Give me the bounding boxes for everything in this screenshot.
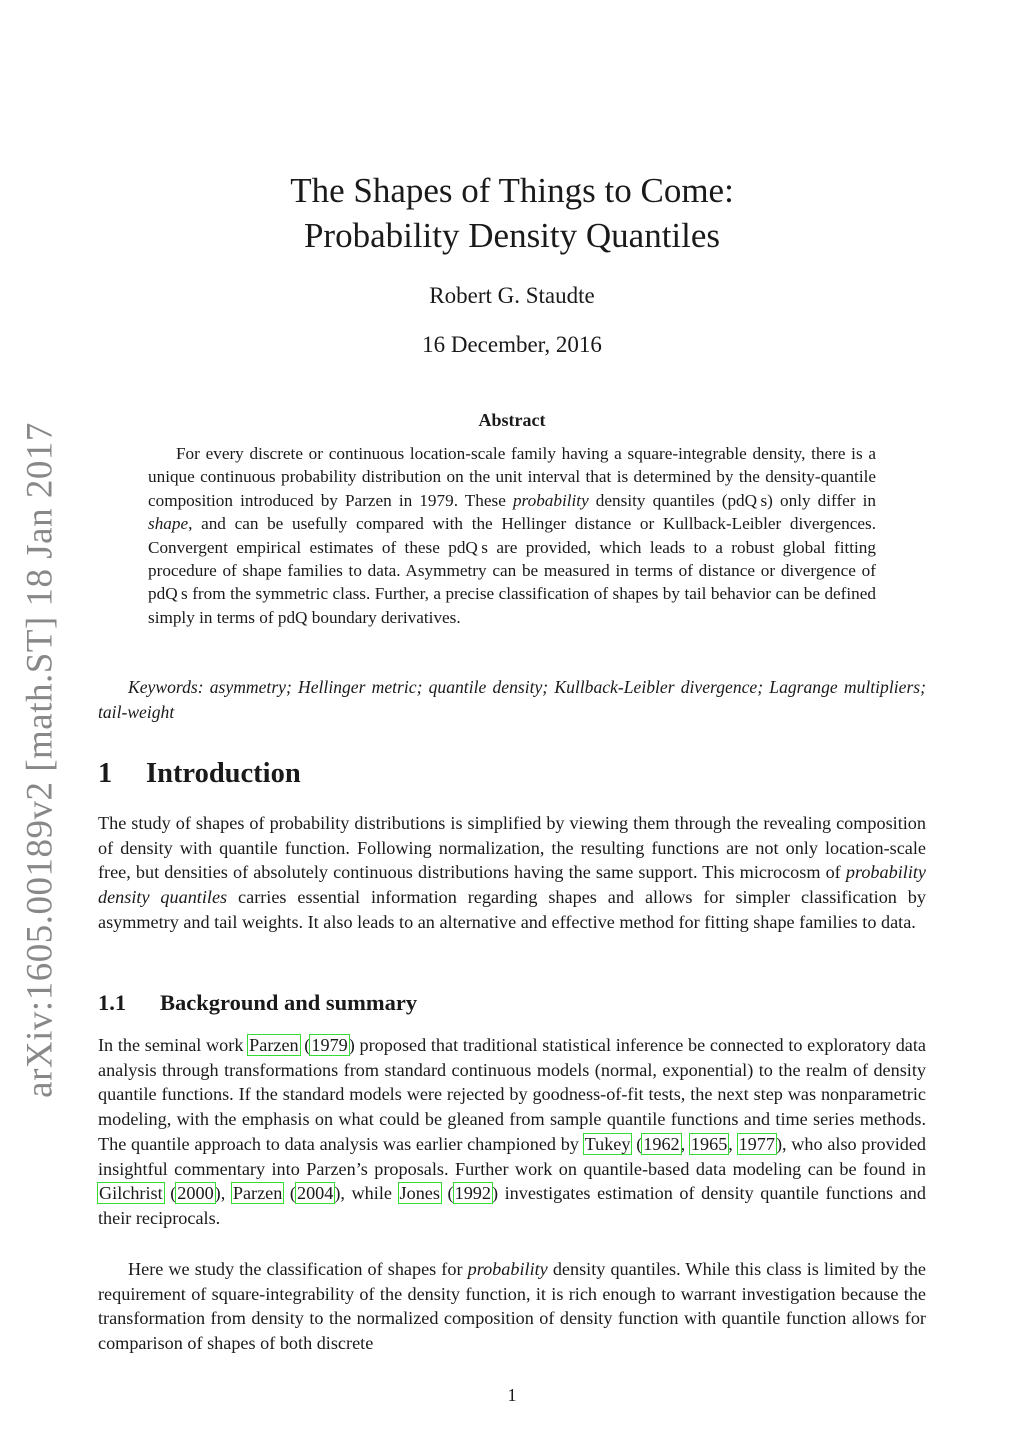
citation-link-parzen[interactable]: Parzen [249,1035,299,1055]
citation-link-parzen-2004[interactable]: Parzen [232,1183,283,1204]
body-text: Here we study the classification of shapes for [128,1259,468,1279]
abstract-body [148,442,876,629]
paper-date: 16 December, 2016 [422,332,602,357]
body-text: ) investigates estimation of density quantile functions and their reciprocals. [98,1183,926,1228]
body-text: ( [440,1183,454,1204]
page-number: 1 [507,1385,517,1405]
citation-link-1962[interactable]: 1962 [643,1133,680,1154]
abstract-emphasis: probability [512,490,589,510]
body-text: ( [631,1133,643,1154]
body-text: In the seminal work [98,1035,249,1055]
body-emphasis: probability density quantiles [98,862,926,908]
body-emphasis: probability [467,1259,548,1279]
background-paragraph-1 [98,1033,926,1231]
section-title: Introduction [146,758,301,789]
body-text: ), while [334,1183,399,1204]
citation-link-jones[interactable]: Jones [399,1183,440,1204]
introduction-paragraph [98,811,926,935]
abstract-text: For every discrete or continuous location-scale family having a square-integrable density, there is a unique continuous probability distribution on the unit interval that is determined by the density-quantile composition introduced by Parzen in 1979. These [148,444,876,510]
subsection-title: Background and summary [160,990,418,1015]
citation-link-1977[interactable]: 1977 [738,1133,775,1154]
body-text: , [680,1133,690,1154]
body-text: ), [214,1183,232,1204]
body-text: ( [283,1183,296,1204]
body-text: ( [163,1183,177,1204]
section-heading-introduction [98,758,301,790]
abstract-heading: Abstract [478,410,546,430]
body-text: ), who also provided insightful commentary into Parzen’s proposals. Further work on quantile-based data modeling can be found in [98,1133,927,1179]
citation-link-tukey[interactable]: Tukey [584,1133,631,1154]
background-paragraph-2 [98,1257,926,1356]
subsection-number: 1.1 [98,990,127,1015]
abstract-text: , and can be usefully compared with the Hellinger distance or Kullback-Leibler divergences. Convergent empirical estimates of these pdQ s are provided, which leads to a robust global fitting procedure of shape families to data. Asymmetry can be measured in terms of distance or divergence of pdQ s from the symmetric class. Further, a precise classification of shapes by tail behavior can be defined simply in terms of pdQ boundary derivatives. [148,514,876,627]
section-number: 1 [98,758,113,789]
abstract-emphasis: shape [148,514,189,534]
paper-title [0,168,1024,258]
citation-link-1965[interactable]: 1965 [690,1133,728,1154]
citation-link-1979[interactable]: 1979 [311,1035,348,1055]
body-text: , [728,1133,738,1154]
keywords: Keywords: asymmetry; Hellinger metric; quantile density; Kullback-Leibler divergence; Lagrange multipliers; tail-weight [98,677,926,722]
citation-link-2000[interactable]: 2000 [177,1183,214,1204]
abstract-text: density quantiles (pdQ s) only differ in [588,490,876,510]
body-text: ) proposed that traditional statistical inference be connected to exploratory data analysis through transformations from standard continuous models (normal, exponential) to the realm of density quantile functions. If the standard models were rejected by goodness-of-fit tests, the next step was nonparametric modeling, with the emphasis on what could be gleaned from sample quantile functions and time series methods. The quantile approach to data analysis was earlier championed by [98,1035,926,1154]
body-text: ( [299,1035,311,1055]
arxiv-identifier-stamp: arXiv:1605.00189v2 [math.ST] 18 Jan 2017 [19,422,61,1098]
citation-link-1992[interactable]: 1992 [454,1183,491,1204]
title-line-2: Probability Density Quantiles [303,216,721,255]
author-name: Robert G. Staudte [429,283,595,308]
title-line-1: The Shapes of Things to Come: [290,171,734,210]
subsection-heading-background [98,990,417,1016]
body-text: carries essential information regarding shapes and allows for simpler classification by asymmetry and tail weights. It also leads to an alternative and effective method for fitting shape families to data. [98,887,926,932]
citation-link-gilchrist[interactable]: Gilchrist [99,1183,163,1204]
body-text: The study of shapes of probability distributions is simplified by viewing them through the revealing composition of density with quantile function. Following normalization, the resulting functions are not only location-scale free, but densities of absolutely continuous distributions having the same support. This microcosm of [98,813,926,883]
body-text: density quantiles. While this class is limited by the requirement of square-integrability of the density function, it is rich enough to warrant investigation because the transformation from density to the normalized composition of density function with quantile function allows for comparison of shapes of both discrete [98,1259,926,1354]
citation-link-2004[interactable]: 2004 [296,1183,334,1204]
